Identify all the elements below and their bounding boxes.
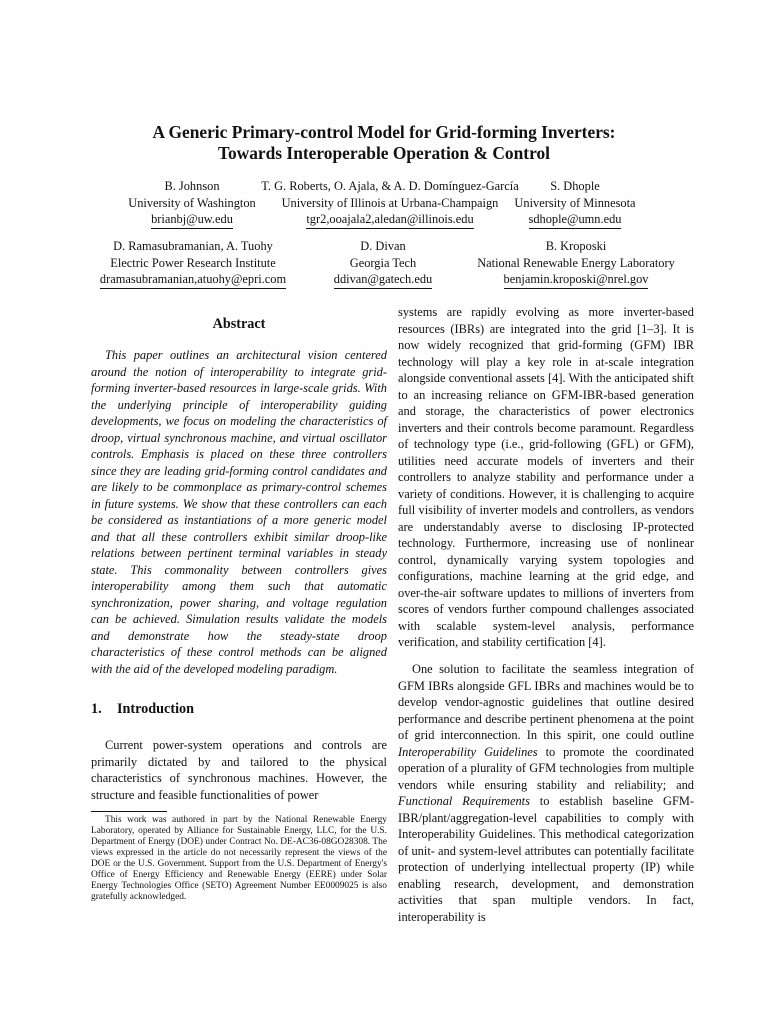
author-block-johnson [100,178,284,229]
right-column-paragraph-1 [398,304,694,651]
author-block-dhople [504,178,646,229]
text-run: to establish baseline GFM-IBR/plant/aggregation-level capabilities to comply with Interoperability Guidelines. This methodical categorization of unit- and system-level attributes can potentially facilitate protection of underlying intellectual property (IP) while enabling research, development, and demonstration activities that span multiple vendors. In fact, interoperability is [398,794,695,924]
author-email: tgr2,ooajala2,aledan@illinois.edu [306,212,473,229]
author-name: B. Johnson [164,179,220,193]
abstract-heading: Abstract [212,316,266,332]
author-block-ramasubramanian [91,238,295,289]
author-name: D. Divan [360,239,406,253]
abstract-body [91,347,387,677]
author-email: dramasubramanian,atuohy@epri.com [100,272,286,289]
body-paragraph: systems are rapidly evolving as more inverter-based resources (IBRs) are integrated into the grid [1–3]. It is now widely recognized that grid-forming (GFM) IBR technology will play a key role in at-scale integration alongside conventional assets [4]. With the anticipated shift to an increasing reliance on GFM-IBR-based generation and storage, the characteristics of power electronics inverters and their controls become paramount. Regardless of technology type (i.e., grid-following (GFL) or GFM), utilities need accurate models of inverters and their controllers to analyze stability and performance under a variety of conditions. However, it is challenging to acquire full visibility of inverter models and controllers, as vendors are understandably averse to disclosing IP-protected technology. Furthermore, increasing use of nonlinear control, dynamically varying system topologies and configurations, machine learning at the grid edge, and over-the-air software updates to millions of inverters from scores of vendors further compound challenges associated with scalable system-level analysis, performance verification, and stability certification [4]. [398,305,694,649]
title-line-1: A Generic Primary-control Model for Grid-forming Inverters: [152,122,616,142]
abstract-text: This paper outlines an architectural vision centered around the notion of interoperability to integrate grid-forming inverter-based resources in large-scale grids. With the underlying principle of interoperability guiding developments, we focus on modeling the characteristics of droop, virtual synchronous machine, and virtual oscillator controls. Emphasis is placed on these three controllers since they are leading grid-forming control candidates and are likely to be commonplace as primary-control schemes in future systems. We show that these controllers can each be considered as instantiations of a more generic model and that all these controllers exhibit similar droop-like relations between pertinent terminal variables in steady state. This commonality between controllers gives interoperability among them such that automatic synchronization, power sharing, and voltage regulation can be achieved. Simulation results validate the models and demonstrate how the steady-state droop characteristics of these control methods can be aligned with the aid of the developed modeling paradigm. [91,348,387,676]
right-column-paragraph-2 [398,661,694,925]
author-block-divan [318,238,448,289]
author-name: B. Kroposki [545,239,607,253]
author-name: T. G. Roberts, O. Ajala, & A. D. Domínguez-García [261,179,519,193]
text-run: One solution to facilitate the seamless integration of GFM IBRs alongside GFL IBRs and machines would be to develop vendor-agnostic guidelines that outline desired performance and describe pertinent phenomena at the point of grid interconnection. In this spirit, one could outline [398,662,694,742]
author-affiliation: University of Minnesota [514,195,636,210]
intro-paragraph-1: Current power-system operations and controls are primarily dictated by and tailored to the physical characteristics of synchronous machines. However, the structure and feasible functionalities of power [91,738,387,802]
author-block-roberts [260,178,520,229]
author-affiliation: National Renewable Energy Laboratory [477,255,675,270]
author-affiliation: University of Washington [128,195,256,210]
emphasis-interoperability-guidelines: Interoperability Guidelines [398,744,538,759]
author-email: sdhople@umn.edu [529,212,622,229]
title-line-2: Towards Interoperable Operation & Control [217,143,551,163]
text-run: to promote the coordinated operation of a plurality of GFM technologies from multiple vendors while ensuring stability and reliability; and [398,744,694,792]
author-block-kroposki [468,238,684,289]
section-heading-introduction [91,701,194,718]
author-affiliation: Electric Power Research Institute [110,255,276,270]
section-number: 1. [91,701,102,717]
author-email: ddivan@gatech.edu [334,272,432,289]
author-email: brianbj@uw.edu [151,212,233,229]
paper-title [0,122,768,164]
author-affiliation: Georgia Tech [349,255,417,270]
author-name: D. Ramasubramanian, A. Tuohy [113,239,273,253]
author-affiliation: University of Illinois at Urbana-Champaign [281,195,499,210]
introduction-body [91,737,387,803]
author-email: benjamin.kroposki@nrel.gov [504,272,649,289]
body-paragraph [398,661,694,925]
footnote: This work was authored in part by the National Renewable Energy Laboratory, operated by Alliance for Sustainable Energy, LLC, for the U.S. Department of Energy (DOE) under Contract No. DE-AC36-08GO28308. The views expressed in the article do not necessarily represent the views of the DOE or the U.S. Government. Support from the U.S. Department of Energy's Office of Energy Efficiency and Renewable Energy (EERE) under Solar Energy Technologies Office (SETO) Agreement Number EE0009025 is also gratefully acknowledged. [91,815,387,902]
emphasis-functional-requirements: Functional Requirements [398,794,530,808]
footnote-rule [91,811,167,812]
author-name: S. Dhople [550,179,600,193]
section-title: Introduction [117,701,194,717]
